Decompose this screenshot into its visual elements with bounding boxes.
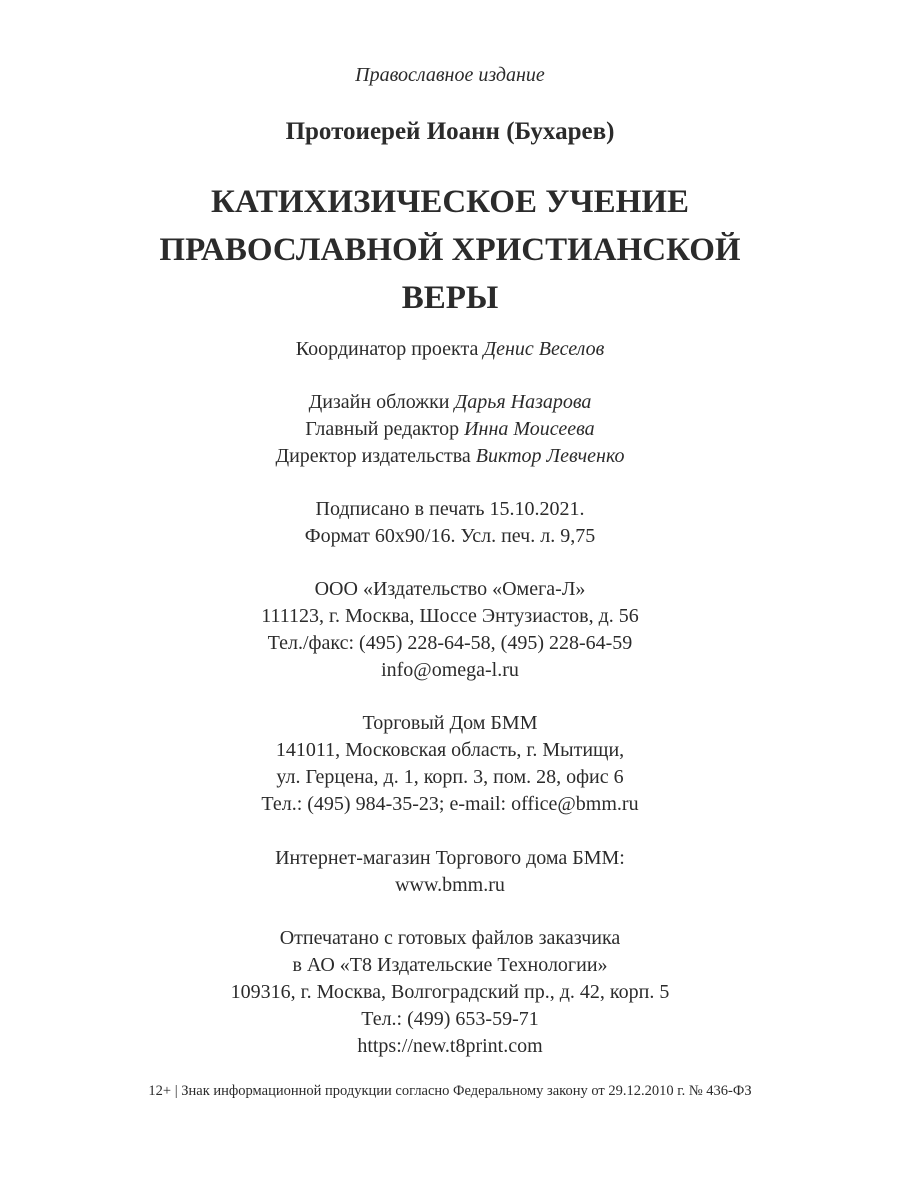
title-line: КАТИХИЗИЧЕСКОЕ УЧЕНИЕ (210, 184, 690, 220)
trade-house-info (0, 710, 900, 818)
printer-url: https://new.t8print.com (357, 1035, 543, 1057)
author-name: Протоиерей Иоанн (Бухарев) (285, 118, 615, 145)
publisher-info (0, 576, 900, 684)
publisher-line: Тел./факс: (495) 228-64-58, (495) 228-64-59 (267, 632, 633, 654)
credit-role: Координатор проекта (295, 338, 479, 360)
credit-name: Виктор Левченко (475, 445, 625, 467)
director-credit (0, 443, 900, 470)
shop-url: www.bmm.ru (395, 874, 505, 896)
print-info-line: Подписано в печать 15.10.2021. (315, 498, 585, 520)
print-info-line: Формат 60х90/16. Усл. печ. л. 9,75 (304, 525, 596, 547)
credit-name: Денис Веселов (483, 338, 605, 360)
print-info (0, 496, 900, 550)
trade-house-line: Тел.: (495) 984-35-23; e-mail: office@bmm.ru (261, 793, 639, 815)
publisher-line: ООО «Издательство «Омега-Л» (314, 578, 586, 600)
printer-line: Тел.: (499) 653-59-71 (361, 1008, 539, 1030)
trade-house-line: 141011, Московская область, г. Мытищи, (275, 739, 625, 761)
shop-info (0, 845, 900, 899)
printer-info (0, 925, 900, 1060)
coordinator-credit (0, 336, 900, 363)
editor-credit (0, 416, 900, 443)
credit-role: Главный редактор (305, 418, 460, 440)
shop-line: Интернет-магазин Торгового дома БММ: (275, 847, 625, 869)
age-rating-note: 12+ | Знак информационной продукции согласно Федеральному закону от 29.12.2010 г. № 436-ФЗ (148, 1083, 752, 1099)
printer-line: 109316, г. Москва, Волгоградский пр., д. 42, корп. 5 (230, 981, 670, 1003)
staff-credits (0, 389, 900, 470)
printer-line: в АО «Т8 Издательские Технологии» (292, 954, 608, 976)
designer-credit (0, 389, 900, 416)
printer-line: Отпечатано с готовых файлов заказчика (279, 927, 621, 949)
credit-name: Инна Моисеева (464, 418, 595, 440)
credit-name: Дарья Назарова (454, 391, 592, 413)
credit-role: Дизайн обложки (308, 391, 450, 413)
title-line: ПРАВОСЛАВНОЙ ХРИСТИАНСКОЙ (159, 232, 741, 268)
title-line: ВЕРЫ (401, 280, 499, 316)
publisher-line: 111123, г. Москва, Шоссе Энтузиастов, д. 56 (261, 605, 639, 627)
trade-house-line: ул. Герцена, д. 1, корп. 3, пом. 28, офис 6 (276, 766, 624, 788)
credit-role: Директор издательства (275, 445, 471, 467)
trade-house-line: Торговый Дом БММ (362, 712, 538, 734)
series-label: Православное издание (355, 64, 545, 86)
book-title (0, 178, 900, 322)
publisher-email: info@omega-l.ru (381, 659, 519, 681)
